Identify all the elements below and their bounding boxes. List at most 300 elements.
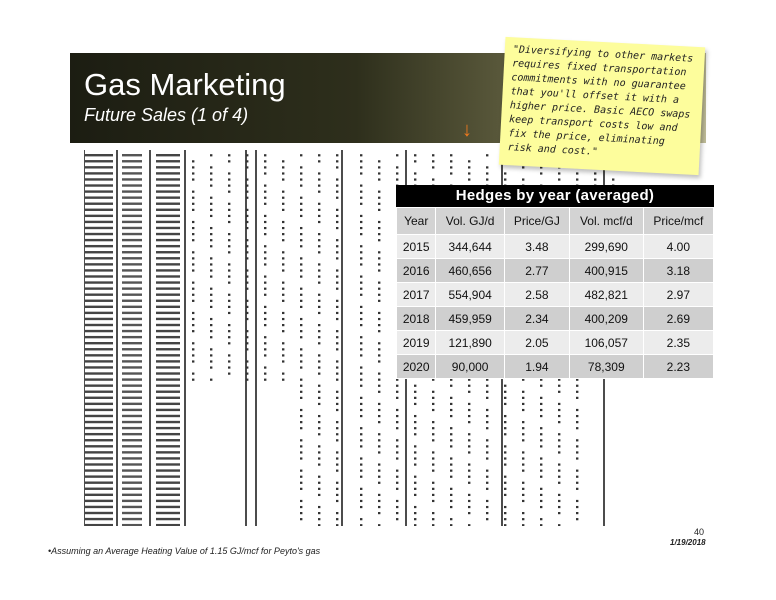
schedule-cell-mark [540, 433, 542, 435]
schedule-price-mark [156, 275, 180, 277]
schedule-cell-mark [450, 433, 452, 435]
schedule-cell-mark [264, 379, 266, 381]
schedule-cell-mark [378, 263, 380, 265]
schedule-cell-mark [522, 494, 524, 496]
schedule-cell-mark [246, 373, 248, 375]
schedule-cell-mark [396, 166, 398, 168]
schedule-cell-mark [558, 512, 560, 514]
schedule-cell-mark [414, 488, 416, 490]
schedule-cell-mark [318, 172, 320, 174]
schedule-volume-mark [122, 330, 142, 332]
schedule-cell-mark [378, 294, 380, 296]
schedule-cell-mark [396, 457, 398, 459]
schedule-cell-mark [300, 427, 302, 429]
schedule-cell-mark [504, 421, 506, 423]
schedule-cell-mark [486, 415, 488, 417]
schedule-date-mark [85, 445, 113, 447]
schedule-cell-mark [318, 154, 320, 156]
schedule-cell-mark [318, 360, 320, 362]
schedule-cell-mark [432, 524, 434, 526]
schedule-cell-mark [336, 306, 338, 308]
schedule-price-mark [156, 500, 180, 502]
hedges-column-header: Year [397, 208, 436, 235]
schedule-cell-mark [318, 354, 320, 356]
schedule-price-mark [156, 409, 180, 411]
schedule-cell-mark [360, 166, 362, 168]
schedule-cell-mark [360, 354, 362, 356]
schedule-cell-mark [318, 512, 320, 514]
schedule-date-mark [85, 172, 113, 174]
schedule-cell-mark [282, 233, 284, 235]
schedule-cell-mark [378, 500, 380, 502]
schedule-cell-mark [264, 282, 266, 284]
schedule-volume-mark [122, 348, 142, 350]
schedule-cell-mark [318, 185, 320, 187]
schedule-cell-mark [360, 379, 362, 381]
schedule-cell-mark [192, 354, 194, 356]
schedule-cell-mark [336, 330, 338, 332]
schedule-volume-mark [122, 384, 142, 386]
schedule-cell-mark [318, 415, 320, 417]
schedule-cell-mark [360, 439, 362, 441]
schedule-cell-mark [432, 160, 434, 162]
schedule-cell-mark [378, 482, 380, 484]
schedule-cell-mark [396, 385, 398, 387]
schedule-date-mark [85, 391, 113, 393]
schedule-cell-mark [414, 160, 416, 162]
schedule-cell-mark [414, 397, 416, 399]
schedule-cell-mark [246, 330, 248, 332]
schedule-cell-mark [450, 415, 452, 417]
schedule-cell-mark [282, 348, 284, 350]
schedule-cell-mark [300, 476, 302, 478]
schedule-cell-mark [300, 209, 302, 211]
schedule-cell-mark [318, 263, 320, 265]
schedule-cell-mark [468, 445, 470, 447]
schedule-cell-mark [360, 233, 362, 235]
schedule-cell-mark [192, 227, 194, 229]
schedule-volume-mark [122, 451, 142, 453]
schedule-cell-mark [378, 160, 380, 162]
schedule-cell-mark [450, 494, 452, 496]
schedule-cell-mark [468, 409, 470, 411]
schedule-date-mark [85, 233, 113, 235]
schedule-cell-mark [396, 154, 398, 156]
schedule-price-mark [156, 336, 180, 338]
schedule-date-mark [85, 506, 113, 508]
schedule-cell-mark [228, 336, 230, 338]
schedule-volume-mark [122, 360, 142, 362]
schedule-date-mark [85, 215, 113, 217]
schedule-price-mark [156, 378, 180, 380]
schedule-date-mark [85, 384, 113, 386]
schedule-date-mark [85, 488, 113, 490]
hedges-header-row [397, 208, 714, 235]
schedule-cell-mark [210, 336, 212, 338]
schedule-cell-mark [576, 409, 578, 411]
schedule-cell-mark [318, 342, 320, 344]
schedule-cell-mark [264, 312, 266, 314]
schedule-cell-mark [300, 470, 302, 472]
schedule-cell-mark [228, 209, 230, 211]
schedule-cell-mark [264, 318, 266, 320]
schedule-cell-mark [282, 166, 284, 168]
schedule-cell-mark [228, 154, 230, 156]
schedule-volume-mark [122, 415, 142, 417]
schedule-cell-mark [594, 178, 596, 180]
schedule-cell-mark [576, 482, 578, 484]
schedule-date-mark [85, 209, 113, 211]
schedule-price-mark [156, 190, 180, 192]
schedule-date-mark [85, 221, 113, 223]
hedges-cell: 2016 [397, 259, 436, 283]
schedule-cell-mark [264, 215, 266, 217]
schedule-cell-mark [300, 215, 302, 217]
schedule-volume-mark [122, 196, 142, 198]
schedule-cell-mark [576, 427, 578, 429]
schedule-cell-mark [360, 348, 362, 350]
schedule-cell-mark [318, 518, 320, 520]
schedule-price-mark [156, 384, 180, 386]
schedule-price-mark [156, 281, 180, 283]
schedule-cell-mark [264, 203, 266, 205]
schedule-cell-mark [432, 439, 434, 441]
schedule-price-mark [156, 427, 180, 429]
schedule-cell-mark [192, 330, 194, 332]
schedule-cell-mark [378, 409, 380, 411]
schedule-cell-mark [378, 166, 380, 168]
schedule-cell-mark [486, 518, 488, 520]
schedule-cell-mark [246, 160, 248, 162]
schedule-price-mark [156, 184, 180, 186]
schedule-cell-mark [360, 221, 362, 223]
hedges-row [397, 235, 714, 259]
schedule-cell-mark [378, 385, 380, 387]
schedule-cell-mark [210, 178, 212, 180]
hedges-row [397, 307, 714, 331]
schedule-cell-mark [522, 512, 524, 514]
schedule-cell-mark [264, 336, 266, 338]
schedule-cell-mark [486, 488, 488, 490]
schedule-cell-mark [282, 269, 284, 271]
schedule-cell-mark [318, 330, 320, 332]
schedule-cell-mark [432, 512, 434, 514]
schedule-cell-mark [264, 366, 266, 368]
schedule-cell-mark [336, 421, 338, 423]
schedule-cell-mark [558, 506, 560, 508]
schedule-cell-mark [558, 409, 560, 411]
schedule-cell-mark [282, 300, 284, 302]
schedule-cell-mark [468, 451, 470, 453]
schedule-cell-mark [378, 257, 380, 259]
schedule-cell-mark [228, 263, 230, 265]
schedule-cell-mark [300, 457, 302, 459]
schedule-cell-mark [576, 421, 578, 423]
schedule-cell-mark [318, 215, 320, 217]
schedule-cell-mark [318, 397, 320, 399]
schedule-volume-mark [122, 184, 142, 186]
schedule-cell-mark [228, 306, 230, 308]
schedule-date-mark [85, 190, 113, 192]
schedule-cell-mark [318, 445, 320, 447]
schedule-cell-mark [504, 178, 506, 180]
schedule-cell-mark [540, 415, 542, 417]
schedule-cell-mark [558, 494, 560, 496]
schedule-cell-mark [210, 209, 212, 211]
schedule-cell-mark [396, 391, 398, 393]
schedule-cell-mark [264, 306, 266, 308]
schedule-cell-mark [360, 203, 362, 205]
schedule-volume-mark [122, 154, 142, 156]
schedule-cell-mark [612, 178, 614, 180]
hedges-row [397, 283, 714, 307]
schedule-cell-mark [336, 488, 338, 490]
schedule-cell-mark [336, 342, 338, 344]
schedule-cell-mark [246, 221, 248, 223]
schedule-cell-mark [432, 518, 434, 520]
schedule-cell-mark [360, 427, 362, 429]
schedule-cell-mark [264, 197, 266, 199]
schedule-cell-mark [540, 500, 542, 502]
schedule-volume-mark [122, 524, 142, 526]
schedule-cell-mark [360, 227, 362, 229]
schedule-cell-mark [336, 191, 338, 193]
schedule-cell-mark [264, 288, 266, 290]
schedule-price-mark [156, 166, 180, 168]
schedule-cell-mark [360, 197, 362, 199]
schedule-cell-mark [360, 518, 362, 520]
schedule-cell-mark [300, 233, 302, 235]
schedule-cell-mark [432, 500, 434, 502]
schedule-cell-mark [360, 506, 362, 508]
schedule-volume-mark [122, 506, 142, 508]
schedule-cell-mark [450, 506, 452, 508]
schedule-cell-mark [210, 215, 212, 217]
schedule-cell-mark [264, 227, 266, 229]
schedule-cell-mark [468, 524, 470, 526]
schedule-cell-mark [378, 288, 380, 290]
schedule-price-mark [156, 215, 180, 217]
schedule-volume-mark [122, 227, 142, 229]
schedule-cell-mark [282, 318, 284, 320]
schedule-price-mark [156, 263, 180, 265]
schedule-cell-mark [300, 318, 302, 320]
schedule-cell-mark [210, 172, 212, 174]
schedule-cell-mark [246, 360, 248, 362]
schedule-cell-mark [378, 312, 380, 314]
schedule-date-mark [85, 306, 113, 308]
schedule-cell-mark [300, 324, 302, 326]
schedule-date-mark [85, 281, 113, 283]
schedule-cell-mark [540, 403, 542, 405]
schedule-cell-mark [210, 354, 212, 356]
schedule-cell-mark [282, 160, 284, 162]
schedule-cell-mark [504, 463, 506, 465]
schedule-cell-mark [486, 385, 488, 387]
schedule-cell-mark [576, 470, 578, 472]
schedule-cell-mark [378, 421, 380, 423]
schedule-cell-mark [360, 366, 362, 368]
schedule-volume-mark [122, 403, 142, 405]
schedule-cell-mark [396, 439, 398, 441]
schedule-cell-mark [360, 373, 362, 375]
schedule-cell-mark [576, 178, 578, 180]
schedule-volume-mark [122, 354, 142, 356]
schedule-cell-mark [228, 215, 230, 217]
schedule-date-mark [85, 439, 113, 441]
schedule-cell-mark [522, 178, 524, 180]
hedges-cell: 482,821 [569, 283, 643, 307]
schedule-cell-mark [300, 488, 302, 490]
schedule-cell-mark [504, 433, 506, 435]
schedule-cell-mark [192, 263, 194, 265]
schedule-cell-mark [318, 336, 320, 338]
schedule-cell-mark [432, 427, 434, 429]
schedule-date-mark [85, 512, 113, 514]
schedule-cell-mark [336, 251, 338, 253]
hedges-cell: 2.34 [504, 307, 569, 331]
schedule-date-mark [85, 269, 113, 271]
schedule-cell-mark [318, 476, 320, 478]
schedule-cell-mark [378, 178, 380, 180]
schedule-cell-mark [360, 476, 362, 478]
schedule-cell-mark [468, 506, 470, 508]
schedule-cell-mark [336, 439, 338, 441]
schedule-cell-mark [360, 294, 362, 296]
schedule-cell-mark [540, 524, 542, 526]
schedule-cell-mark [192, 257, 194, 259]
schedule-cell-mark [576, 385, 578, 387]
schedule-cell-mark [246, 257, 248, 259]
schedule-cell-mark [360, 160, 362, 162]
schedule-cell-mark [318, 312, 320, 314]
schedule-cell-mark [318, 275, 320, 277]
schedule-cell-mark [192, 221, 194, 223]
schedule-cell-mark [558, 482, 560, 484]
schedule-cell-mark [378, 221, 380, 223]
schedule-cell-mark [192, 197, 194, 199]
schedule-volume-mark [122, 397, 142, 399]
schedule-cell-mark [210, 245, 212, 247]
schedule-price-mark [156, 469, 180, 471]
schedule-cell-mark [378, 282, 380, 284]
schedule-date-mark [85, 227, 113, 229]
schedule-date-mark [85, 166, 113, 168]
schedule-cell-mark [378, 209, 380, 211]
schedule-cell-mark [336, 391, 338, 393]
schedule-cell-mark [486, 506, 488, 508]
schedule-cell-mark [192, 209, 194, 211]
schedule-cell-mark [282, 203, 284, 205]
schedule-cell-mark [486, 476, 488, 478]
schedule-cell-mark [522, 470, 524, 472]
schedule-cell-mark [450, 160, 452, 162]
slide-title: Gas Marketing [84, 67, 286, 102]
schedule-volume-mark [122, 372, 142, 374]
schedule-cell-mark [300, 239, 302, 241]
schedule-cell-mark [414, 506, 416, 508]
schedule-cell-mark [246, 342, 248, 344]
schedule-cell-mark [192, 360, 194, 362]
schedule-cell-mark [210, 239, 212, 241]
schedule-cell-mark [468, 172, 470, 174]
schedule-cell-mark [558, 470, 560, 472]
schedule-cell-mark [192, 191, 194, 193]
hedges-cell: 554,904 [436, 283, 505, 307]
schedule-cell-mark [228, 185, 230, 187]
schedule-cell-mark [246, 312, 248, 314]
schedule-cell-mark [378, 203, 380, 205]
hedges-cell: 2019 [397, 331, 436, 355]
schedule-volume-mark [122, 518, 142, 520]
schedule-cell-mark [360, 312, 362, 314]
hedges-cell: 1.94 [504, 355, 569, 379]
schedule-cell-mark [300, 506, 302, 508]
schedule-cell-mark [264, 166, 266, 168]
schedule-cell-mark [246, 191, 248, 193]
schedule-date-mark [85, 245, 113, 247]
schedule-cell-mark [558, 463, 560, 465]
schedule-cell-mark [192, 166, 194, 168]
schedule-cell-mark [336, 360, 338, 362]
schedule-cell-mark [318, 294, 320, 296]
schedule-price-mark [156, 300, 180, 302]
schedule-date-mark [85, 312, 113, 314]
schedule-cell-mark [264, 294, 266, 296]
schedule-cell-mark [300, 500, 302, 502]
schedule-cell-mark [396, 488, 398, 490]
schedule-cell-mark [336, 373, 338, 375]
schedule-cell-mark [378, 269, 380, 271]
schedule-cell-mark [540, 518, 542, 520]
schedule-cell-mark [282, 379, 284, 381]
schedule-cell-mark [228, 330, 230, 332]
schedule-date-mark [85, 397, 113, 399]
schedule-cell-mark [540, 457, 542, 459]
schedule-date-mark [85, 348, 113, 350]
schedule-price-mark [156, 312, 180, 314]
hedges-cell: 459,959 [436, 307, 505, 331]
schedule-cell-mark [336, 524, 338, 526]
schedule-cell-mark [318, 524, 320, 526]
schedule-cell-mark [300, 227, 302, 229]
schedule-price-mark [156, 196, 180, 198]
schedule-cell-mark [264, 257, 266, 259]
hedges-column-header: Price/GJ [504, 208, 569, 235]
schedule-date-mark [85, 494, 113, 496]
schedule-cell-mark [360, 324, 362, 326]
hedges-cell: 4.00 [643, 235, 713, 259]
schedule-price-mark [156, 209, 180, 211]
schedule-date-mark [85, 463, 113, 465]
schedule-cell-mark [318, 251, 320, 253]
schedule-price-mark [156, 348, 180, 350]
schedule-volume-mark [122, 312, 142, 314]
hedges-column-header: Price/mcf [643, 208, 713, 235]
schedule-cell-mark [210, 324, 212, 326]
schedule-cell-mark [210, 348, 212, 350]
schedule-cell-mark [450, 439, 452, 441]
schedule-cell-mark [450, 488, 452, 490]
schedule-volume-mark [122, 263, 142, 265]
schedule-volume-mark [122, 215, 142, 217]
schedule-cell-mark [468, 433, 470, 435]
schedule-cell-mark [336, 470, 338, 472]
schedule-cell-mark [468, 403, 470, 405]
schedule-cell-mark [336, 288, 338, 290]
schedule-volume-mark [122, 190, 142, 192]
schedule-cell-mark [378, 451, 380, 453]
